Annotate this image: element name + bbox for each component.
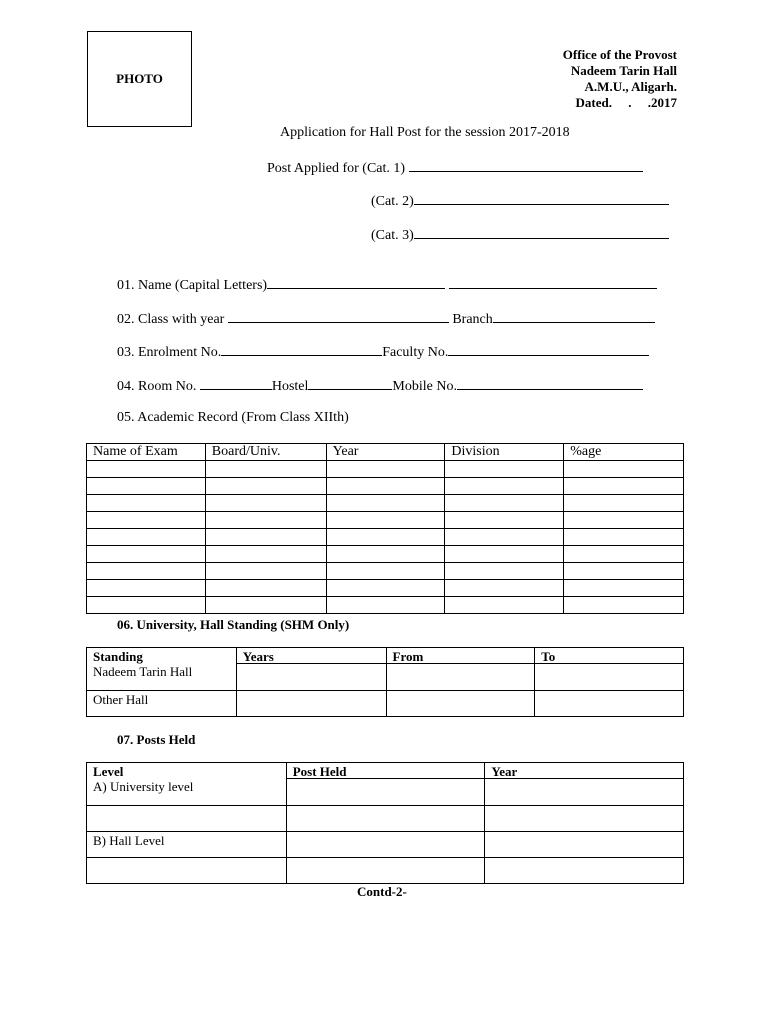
class-row	[117, 310, 655, 328]
header-post-held: Post Held	[287, 763, 485, 779]
table-row	[87, 691, 684, 717]
table-cell[interactable]	[445, 597, 564, 614]
enrolment-input[interactable]	[221, 343, 382, 356]
table-cell[interactable]	[564, 478, 684, 495]
header-level: Level	[93, 764, 124, 779]
header-standing: Standing	[93, 649, 143, 664]
standing-row-label-other: Other Hall	[87, 691, 237, 717]
table-cell[interactable]	[564, 546, 684, 563]
table-cell[interactable]	[445, 546, 564, 563]
table-cell[interactable]	[87, 580, 206, 597]
year-input-hall[interactable]	[485, 832, 684, 858]
table-row	[87, 648, 684, 691]
from-input-nadeem[interactable]	[387, 664, 535, 690]
table-cell[interactable]	[445, 512, 564, 529]
table-cell[interactable]	[326, 512, 445, 529]
room-label: 04. Room No.	[117, 379, 197, 394]
table-cell[interactable]	[87, 478, 206, 495]
table-cell[interactable]	[445, 461, 564, 478]
table-row	[87, 478, 684, 495]
table-cell[interactable]	[205, 461, 326, 478]
name-input-part2[interactable]	[449, 276, 657, 289]
table-cell[interactable]	[326, 478, 445, 495]
standing-section-title: 06. University, Hall Standing (SHM Only)	[117, 617, 350, 632]
table-cell[interactable]	[326, 546, 445, 563]
table-cell[interactable]	[445, 529, 564, 546]
level-blank-1	[87, 806, 287, 832]
table-cell[interactable]	[326, 461, 445, 478]
class-year-label: 02. Class with year	[117, 312, 225, 327]
table-cell[interactable]	[326, 563, 445, 580]
header-from: From	[387, 648, 535, 664]
office-line-university: A.M.U., Aligarh.	[584, 79, 677, 94]
table-cell[interactable]	[326, 529, 445, 546]
office-line-hall: Nadeem Tarin Hall	[570, 63, 677, 78]
photo-box	[87, 31, 192, 127]
table-cell[interactable]	[445, 495, 564, 512]
post-held-input-hall[interactable]	[286, 832, 485, 858]
table-row	[87, 806, 684, 832]
table-cell[interactable]	[564, 461, 684, 478]
from-input-other[interactable]	[386, 691, 535, 717]
table-cell[interactable]	[326, 580, 445, 597]
table-cell[interactable]	[205, 546, 326, 563]
year-input-4[interactable]	[485, 858, 684, 884]
header-percentage: %age	[564, 444, 684, 461]
header-year-posts: Year	[485, 763, 683, 779]
table-row	[87, 597, 684, 614]
table-cell[interactable]	[87, 461, 206, 478]
years-cell	[236, 648, 386, 691]
mobile-label: Mobile No.	[392, 379, 457, 394]
level-hall: B) Hall Level	[87, 832, 287, 858]
academic-table-header	[87, 444, 684, 461]
from-cell	[386, 648, 535, 691]
table-cell[interactable]	[564, 563, 684, 580]
faculty-label: Faculty No.	[382, 345, 449, 360]
post-cat2-label: (Cat. 2)	[371, 194, 414, 209]
table-cell[interactable]	[87, 495, 206, 512]
standing-row-label-nadeem: Nadeem Tarin Hall	[93, 664, 193, 679]
table-row	[87, 546, 684, 563]
branch-input[interactable]	[493, 310, 655, 323]
post-cat3-input[interactable]	[414, 226, 669, 239]
post-held-input-4[interactable]	[286, 858, 485, 884]
form-title: Application for Hall Post for the session 2017-2018	[280, 125, 570, 140]
table-row	[87, 580, 684, 597]
table-row	[87, 512, 684, 529]
table-row	[87, 763, 684, 806]
level-university: A) University level	[93, 779, 194, 794]
header-division: Division	[445, 444, 564, 461]
office-dated: Dated. . .2017	[575, 95, 677, 110]
level-blank-2	[87, 858, 287, 884]
academic-record-label: 05. Academic Record (From Class XIIth)	[117, 410, 349, 425]
faculty-input[interactable]	[448, 343, 649, 356]
years-input-other[interactable]	[236, 691, 386, 717]
table-cell[interactable]	[87, 597, 206, 614]
post-cat1-label: Post Applied for (Cat. 1)	[267, 161, 406, 176]
table-cell[interactable]	[205, 512, 326, 529]
table-row	[87, 461, 684, 478]
name-row	[117, 276, 657, 294]
table-row	[87, 832, 684, 858]
table-cell[interactable]	[205, 580, 326, 597]
room-row	[117, 377, 643, 395]
branch-label: Branch	[452, 312, 493, 327]
enrolment-label: 03. Enrolment No.	[117, 345, 222, 360]
office-line-provost: Office of the Provost	[562, 47, 677, 62]
year-input-2[interactable]	[485, 806, 684, 832]
table-cell[interactable]	[564, 529, 684, 546]
table-row	[87, 495, 684, 512]
table-cell[interactable]	[564, 495, 684, 512]
academic-table	[86, 443, 684, 614]
hostel-label: Hostel	[271, 379, 309, 394]
table-cell[interactable]	[205, 495, 326, 512]
post-cat1-input[interactable]	[409, 159, 643, 172]
class-year-input[interactable]	[228, 310, 449, 323]
year-input-university[interactable]	[485, 779, 683, 805]
room-input[interactable]	[200, 377, 272, 390]
year-cell	[485, 763, 684, 806]
standing-header-cell	[87, 648, 237, 691]
post-held-input-2[interactable]	[286, 806, 485, 832]
table-cell[interactable]	[564, 580, 684, 597]
standing-table	[86, 647, 684, 717]
contd-footer: Contd-2-	[357, 884, 407, 899]
table-row	[87, 563, 684, 580]
post-cat3-row	[371, 226, 669, 244]
table-cell[interactable]	[445, 478, 564, 495]
table-cell[interactable]	[564, 512, 684, 529]
to-input-nadeem[interactable]	[535, 664, 683, 690]
table-cell[interactable]	[87, 563, 206, 580]
header-board-univ: Board/Univ.	[205, 444, 326, 461]
years-input-nadeem[interactable]	[237, 664, 386, 690]
post-cat2-row	[371, 192, 669, 210]
name-label: 01. Name (Capital Letters)	[117, 278, 268, 293]
table-cell[interactable]	[87, 546, 206, 563]
table-cell[interactable]	[564, 597, 684, 614]
to-cell	[535, 648, 684, 691]
table-cell[interactable]	[205, 597, 326, 614]
level-header-cell	[87, 763, 287, 806]
table-cell[interactable]	[205, 478, 326, 495]
posts-held-section-title: 07. Posts Held	[117, 732, 196, 747]
table-cell[interactable]	[205, 563, 326, 580]
table-row	[87, 858, 684, 884]
table-cell[interactable]	[87, 512, 206, 529]
enrolment-row	[117, 343, 649, 361]
table-cell[interactable]	[87, 529, 206, 546]
name-input-part1[interactable]	[267, 276, 445, 289]
to-input-other[interactable]	[535, 691, 684, 717]
photo-label: PHOTO	[116, 71, 163, 86]
post-held-cell	[286, 763, 485, 806]
table-cell[interactable]	[445, 563, 564, 580]
header-year: Year	[326, 444, 445, 461]
header-years: Years	[237, 648, 386, 664]
table-cell[interactable]	[445, 580, 564, 597]
post-cat1-row	[267, 159, 643, 177]
mobile-input[interactable]	[457, 377, 643, 390]
header-name-of-exam: Name of Exam	[87, 444, 206, 461]
post-held-input-university[interactable]	[287, 779, 485, 805]
header-to: To	[535, 648, 683, 664]
table-row	[87, 529, 684, 546]
posts-held-table	[86, 762, 684, 884]
office-header	[563, 47, 677, 111]
post-cat2-input[interactable]	[414, 192, 669, 205]
table-cell[interactable]	[326, 597, 445, 614]
table-cell[interactable]	[205, 529, 326, 546]
post-cat3-label: (Cat. 3)	[371, 228, 414, 243]
hostel-input[interactable]	[308, 377, 392, 390]
table-cell[interactable]	[326, 495, 445, 512]
